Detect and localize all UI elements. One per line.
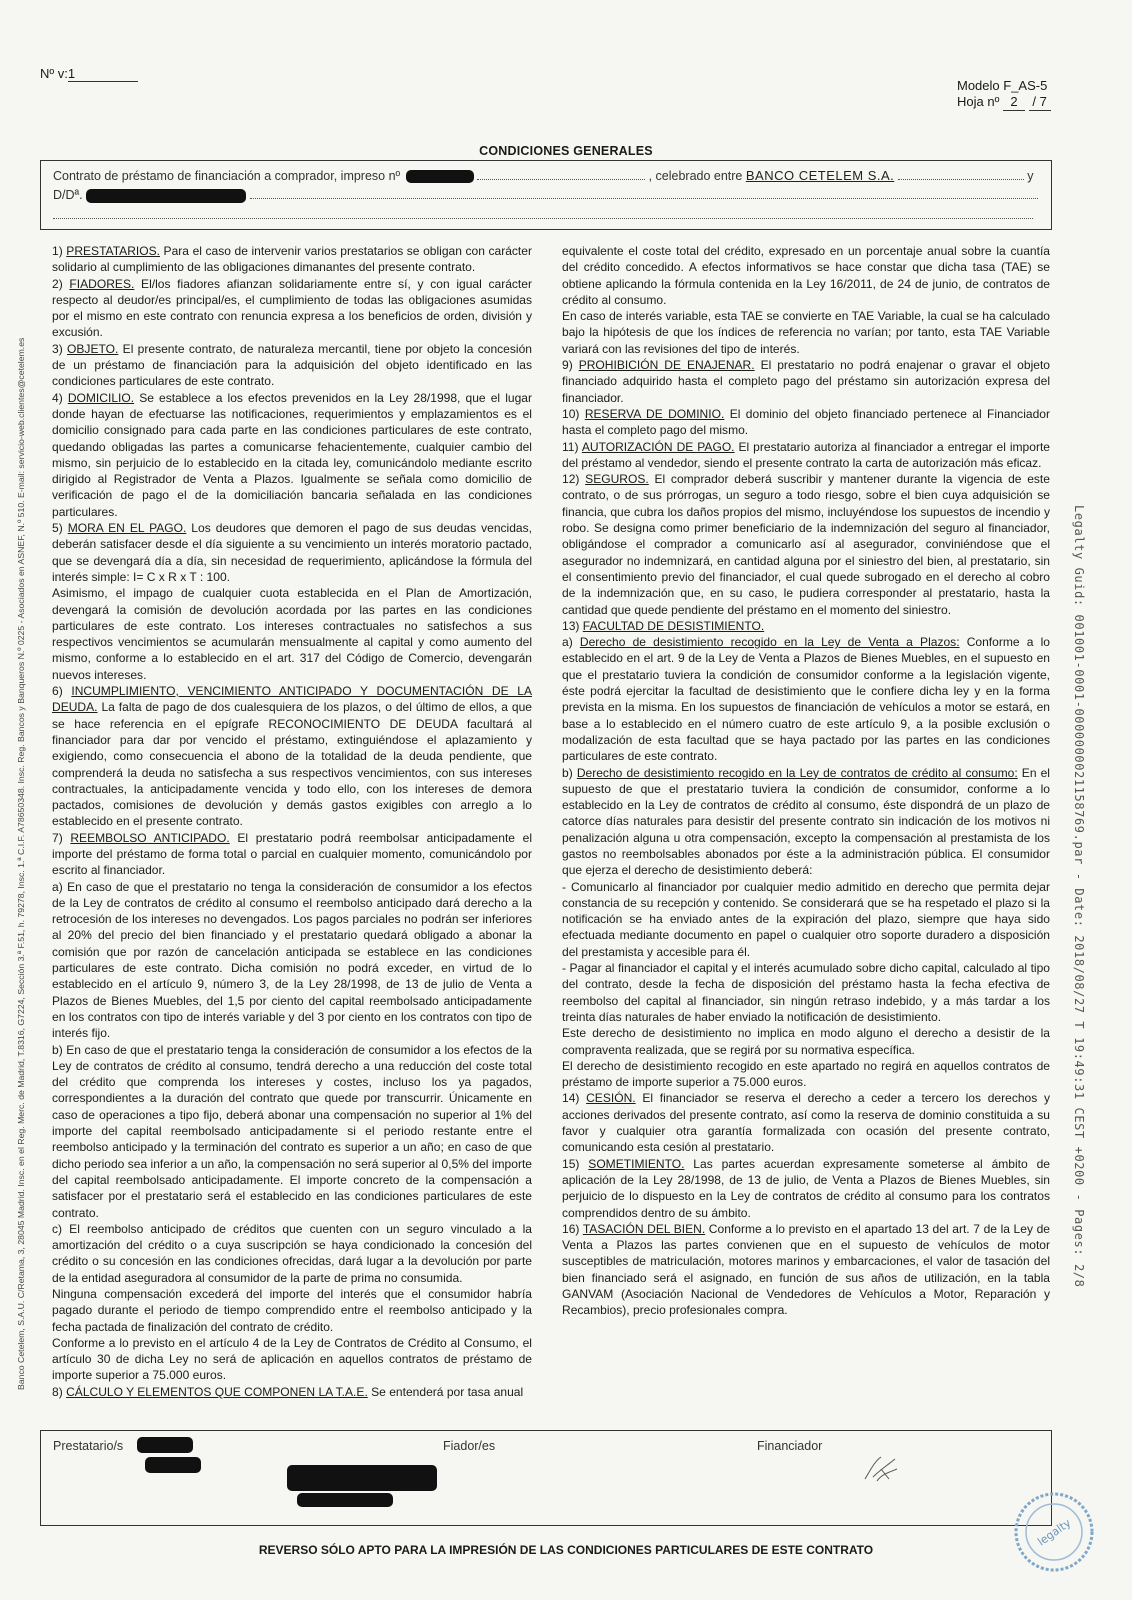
redaction-block <box>287 1465 437 1491</box>
version-value: 1 <box>68 66 138 82</box>
clause-title: AUTORIZACIÓN DE PAGO. <box>581 439 735 454</box>
clause-text: Las partes acuerdan expresamente someterse al ámbito de aplicación de la Ley 28/1998, de 13 de julio, de Venta a Plazos de Bienes Muebles, sin perjuicio de lo dispuesto en la Ley de contratos de crédito al consumo para los contratos comprendidos dentro de su ámbito. <box>562 1156 1050 1220</box>
clause-number: 14) <box>562 1091 580 1106</box>
clause-text: El dominio del objeto financiado pertenece al Financiador hasta el completo pago del mismo. <box>562 406 1050 438</box>
clause-text: El presente contrato, de naturaleza mercantil, tiene por objeto la concesión de un préstamo de financiación para la adquisición del objeto identificado en las condiciones particulares de este contrato. <box>52 341 532 389</box>
clause-title: SOMETIMIENTO. <box>588 1156 685 1171</box>
clause-number: 3) <box>52 341 63 356</box>
clause-title: FIADORES. <box>69 276 135 291</box>
clause-paragraph <box>562 406 1050 439</box>
contract-mid: , celebrado entre <box>648 169 743 183</box>
clause-text: Se establece a los efectos prevenidos en la Ley 28/1998, que el lugar donde hayan de efectuarse las notificaciones, requerimientos y emplazamientos es el domicilio consignado para cada parte en las condiciones particulares de este contrato, quedando obligadas las partes a comunicarse fehacientemente, cualquier cambio del mismo, sin perjuicio de lo establecido en la citada ley, comunicándolo mediante escrito dirigido al Registrador de Venta a Plazos. Igualmente se señala como domicilio de verificación de pago el de la domiciliación bancaria señalada en las condiciones particulares. <box>52 390 532 519</box>
clause-text: En el supuesto de que el prestatario tuviera la condición de consumidor, conforme a lo establecido en la Ley de contratos de crédito al consumo, éste dispondrá de un plazo de catorce días naturales para desistir del presente contrato sin indicación de los motivos ni penalización alguna u otra compensación, excepto la compensación al prestamista de los gastos no reembolsables abonados por éste a la administración pública. El consumidor que ejerza el derecho de desistimiento deberá: <box>562 765 1050 878</box>
redaction-block <box>297 1493 393 1507</box>
contract-party-prefix: D/Dª. <box>53 188 83 202</box>
clauses-right-column <box>562 243 1050 1415</box>
guarantor-label: Fiador/es <box>443 1439 496 1453</box>
clause-title: MORA EN EL PAGO. <box>67 521 187 536</box>
clause-paragraph <box>52 1384 532 1400</box>
sheet-total: / 7 <box>1029 94 1051 111</box>
clause-text: En caso de interés variable, esta TAE se convierte en TAE Variable, la cual se ha calculado bajo la hipótesis de que los índices de referencia no varían; por tanto, esta TAE Variable variará con las revisiones del tipo de interés. <box>562 309 1050 356</box>
clause-paragraph <box>562 471 1050 618</box>
clause-text: Este derecho de desistimiento no implica en modo alguno el derecho a desistir de la compraventa realizada, que se regirá por su normativa específica. <box>562 1026 1050 1057</box>
clause-paragraph <box>52 341 532 390</box>
clause-text: El prestatario podrá reembolsar anticipadamente el importe del préstamo de forma total o parcial en cualquier momento, comunicándolo por escrito al financiador. <box>52 830 532 878</box>
clause-paragraph <box>562 879 1050 960</box>
borrower-label: Prestatario/s <box>53 1439 124 1453</box>
clause-paragraph <box>52 1221 532 1286</box>
clause-text: Conforme a lo establecido en el art. 9 de la Ley de Venta a Plazos de Bienes Muebles, en el supuesto en que el prestatario tuviera la condición de consumidor conforme a la legislación vigente, éste podrá ejercitar la facultad de desistimiento que le confiere dicha ley y en la forma prevista en la misma. En los supuestos de financiación de vehículos a motor se estará, en base a lo establecido en el número cuatro de este artículo 9, a la posible exclusión o modalización de esta facultad que se haya pactado por las partes en las condiciones particulares de este contrato. <box>562 635 1050 764</box>
clause-number: b) <box>562 765 573 780</box>
signature-scribble-icon <box>861 1451 901 1485</box>
clause-paragraph <box>52 243 532 276</box>
clause-text: La falta de pago de dos cualesquiera de los plazos, o del último de ellos, a que se hace referencia en el epígrafe RECONOCIMIENTO DE DEUDA facultará al financiador para dar por vencido el préstamo, extinguiéndose el aplazamiento y exigiendo, como consecuencia el abono de la totalidad de la deuda pendiente, que comprenderá la deuda no satisfecha a sus respectivos vencimientos, con sus intereses contractuales, la anticipadamente vencida y todo ello, con los intereses de demora pactados, comisiones de devolución y demás gastos exigibles con arreglo a lo establecido en el presente contrato. <box>52 700 532 829</box>
contract-line-1 <box>53 168 1039 184</box>
clause-text: El prestatario autoriza al financiador a entregar el importe del préstamo al vendedor, siendo el presente contrato la carta de autorización más eficaz. <box>562 439 1050 470</box>
clause-title: INCUMPLIMIENTO, VENCIMIENTO ANTICIPADO Y DOCUMENTACIÓN DE LA DEUDA. <box>52 684 532 715</box>
clauses-left-column <box>52 243 532 1415</box>
dotted-fill <box>53 207 1033 219</box>
clause-title: SEGUROS. <box>585 472 649 487</box>
dotted-fill <box>477 168 645 180</box>
clause-title: OBJETO. <box>67 341 119 356</box>
legalty-stamp-text: Legalty Guid: 001001-0001-0000000021158769.par - Date: 2018/08/27 T 19:49:31 CEST +0200 - Pages: 2/8 <box>1072 505 1086 1288</box>
clause-text: El financiador se reserva el derecho a ceder a tercero los derechos y acciones derivados del presente contrato, así como la reserva de dominio constituida a su favor y cualquier otra garantía formalizada con ocasión del presente contrato, comunicando esta cesión al prestatario. <box>562 1091 1050 1155</box>
model-label: Modelo F_AS-5 <box>957 78 1048 93</box>
clause-number: 10) <box>562 406 580 421</box>
clause-paragraph <box>52 276 532 341</box>
clause-number: 16) <box>562 1221 580 1236</box>
clause-paragraph <box>562 634 1050 764</box>
clause-paragraph <box>562 1058 1050 1091</box>
clause-title: DOMICILIO. <box>67 390 135 405</box>
clause-number: 9) <box>562 358 573 373</box>
clause-text: Conforme a lo previsto en el apartado 13 del art. 7 de la Ley de Venta a Plazos las partes convienen que en el supuesto de vehículos de motor susceptibles de matriculación, motores marinos y embarcaciones, el valor de tasación del bien financiado será el asignado, en función de sus años de utilización, en la tabla GANVAM (Asociación Nacional de Vendedores de Vehículos a Motor, Reparación y Recambios), precio profesionales compra. <box>562 1221 1050 1318</box>
clause-text: Asimismo, el impago de cualquier cuota establecida en el Plan de Amortización, devengará la comisión de devolución acordada por las partes en las condiciones particulares de este contrato. Los intereses contractuales no satisfechos a sus respectivos vencimientos se acumularán mensualmente al capital y como aumento del mismo, conforme a lo establecido en el art. 317 del Código de Comercio, devengarán nuevos intereses. <box>52 586 532 682</box>
clause-paragraph <box>562 765 1050 879</box>
clause-text: a) En caso de que el prestatario no tenga la consideración de consumidor a los efectos de la Ley de contratos de crédito al consumo el reembolso anticipado dará derecho a la retrocesión de los intereses no devengados. Los pagos parciales no podrán ser inferiores al 20% del precio del bien financiado y el prestatario quedará obligado a abonar la comisión que por razón de cancelación anticipada se establece en las condiciones particulares de este contrato. Dicha comisión no podrá exceder, en virtud de lo establecido en el artículo 9, número 3, de la Ley 28/1998, de 13 de julio de Venta a Plazos de Bienes Muebles, del 1,5 por ciento del capital reembolsado anticipadamente en los contratos con tipo de interés variable y del 3 por ciento en los contratos con tipo de interés fijo. <box>52 879 532 1041</box>
clause-title: Derecho de desistimiento recogido en la Ley de Venta a Plazos: <box>579 635 960 650</box>
clause-paragraph <box>52 1042 532 1221</box>
clause-text: El derecho de desistimiento recogido en este apartado no regirá en aquellos contratos de préstamo de importe superior a 75.000 euros. <box>562 1058 1050 1090</box>
clause-number: 13) <box>562 618 580 633</box>
redaction-block <box>137 1437 193 1453</box>
clause-text: Los deudores que demoren el pago de sus deudas vencidas, deberán satisfacer desde el día siguiente a su vencimiento un interés moratorio pactado, que se devengará día a día, sin necesidad de requerimiento, aplicándose la fórmula del interés simple: I= C x R x T : 100. <box>52 521 532 584</box>
clause-text: equivalente el coste total del crédito, expresado en un porcentaje anual sobre la cuantía del crédito concedido. A efectos informativos se hace constar que dicha tasa (TAE) se obtiene aplicando la fórmula contenida en la Ley 16/2011, de 24 de junio, de contratos de crédito al consumo. <box>562 244 1050 307</box>
clause-paragraph <box>562 308 1050 357</box>
clause-number: a) <box>562 635 573 650</box>
seal-label: legalty <box>1035 1516 1074 1549</box>
clause-title: TASACIÓN DEL BIEN. <box>582 1221 706 1236</box>
clause-title: FACULTAD DE DESISTIMIENTO. <box>582 618 765 633</box>
clause-paragraph <box>52 520 532 585</box>
clause-text: Ninguna compensación excederá del importe del interés que el consumidor habría pagado durante el periodo de tiempo comprendido entre el reembolso anticipado y la fecha pactada de finalización del contrato de crédito. <box>52 1287 532 1334</box>
clause-paragraph <box>562 1221 1050 1319</box>
redaction-block <box>145 1457 201 1473</box>
clause-paragraph <box>52 585 532 683</box>
footer-note: REVERSO SÓLO APTO PARA LA IMPRESIÓN DE LAS CONDICIONES PARTICULARES DE ESTE CONTRATO <box>258 1543 874 1557</box>
clause-title: PROHIBICIÓN DE ENAJENAR. <box>578 358 755 373</box>
clause-number: 7) <box>52 830 63 845</box>
clause-text: c) El reembolso anticipado de créditos que cuenten con un seguro vinculado a la amortización del crédito o a cuya suscripción se haya condicionado la concesión del crédito o su concesión en las condiciones ofrecidas, dará lugar a la devolución por parte de la entidad aseguradora al consumidor de la parte de prima no consumida. <box>52 1221 532 1285</box>
side-legal-text: Banco Cetelem, S.A.U. C/Retama, 3, 28045 Madrid. Insc. en el Reg. Merc. de Madrid, T.8316, G7224, Sección 3.ª F.51, h. 79278, Insc. 1.ª C.I.F. A78650348. Insc. Reg. Bancos y Banqueros N.º 0225 - Asociados en ASNEF, N.º 510. E-mail: servicio-web.clientes@cetelem.es <box>16 337 26 1390</box>
clause-paragraph <box>562 439 1050 472</box>
clause-text: - Pagar al financiador el capital y el interés acumulado sobre dicho capital, calculado al tipo del contrato, desde la fecha de disposición del préstamo hasta la fecha efectiva de reembolso del capital al financiador, sin ningún retraso indebido, y a más tardar a los treinta días naturales de haber enviado la notificación de desistimiento. <box>562 961 1050 1024</box>
clause-text: El/los fiadores afianzan solidariamente entre sí, y con igual carácter respecto al deudor/es principal/es, el cumplimiento de todas las obligaciones asumidas por el mismo en este contrato con renuncia expresa a los beneficios de orden, división y excusión. <box>52 276 532 340</box>
clause-number: 2) <box>52 276 63 291</box>
clause-paragraph <box>52 1286 532 1335</box>
clause-title: REEMBOLSO ANTICIPADO. <box>70 830 230 845</box>
page-title: CONDICIONES GENERALES <box>479 144 653 158</box>
clause-title: PRESTATARIOS. <box>66 244 160 258</box>
bank-name: BANCO CETELEM S.A. <box>745 168 895 183</box>
clause-text: Para el caso de intervenir varios prestatarios se obligan con carácter solidario al cumplimiento de las obligaciones dimanantes del presente contrato. <box>52 244 532 275</box>
clause-number: 11) <box>562 439 579 454</box>
clause-number: 15) <box>562 1156 580 1171</box>
clause-paragraph <box>562 1156 1050 1221</box>
sheet-number <box>957 94 1051 111</box>
clause-paragraph <box>52 1335 532 1384</box>
clause-title: CESIÓN. <box>586 1091 636 1106</box>
clause-paragraph <box>52 683 532 830</box>
model-info <box>957 78 1051 111</box>
sheet-current: 2 <box>1003 94 1025 111</box>
clause-title: RESERVA DE DOMINIO. <box>584 406 725 421</box>
clause-paragraph <box>52 879 532 1042</box>
clause-paragraph <box>562 618 1050 634</box>
clause-paragraph <box>52 830 532 879</box>
sheet-label: Hoja nº <box>957 94 1000 109</box>
contract-box <box>40 160 1052 230</box>
clause-number: 6) <box>52 684 63 699</box>
clause-paragraph <box>562 357 1050 406</box>
clause-number: 4) <box>52 390 63 405</box>
clause-paragraph <box>52 390 532 520</box>
financier-label: Financiador <box>757 1439 823 1453</box>
version-number <box>40 66 138 82</box>
clause-text: El comprador deberá suscribir y mantener durante la vigencia de este contrato, o de sus prórrogas, un seguro a todo riesgo, sobre el bien cuya adquisición se financia, que cubra los daños propios del mismo, incluyéndose los supuestos de incendio y robo. Se designa como primer beneficiario de la indemnización del seguro al financiador, obligándose el comprador a comunicarlo así al asegurador, conviniéndose que el asegurador no indemnizará, en cantidad alguna por el siniestro del bien, al prestatario, sin el consentimiento previo del financiador, el cual quede subrogado en el derecho al cobro de la indemnización que, en su caso, le pudiera corresponder al prestatario, hasta la cantidad que quede pendiente del préstamo en el momento del siniestro. <box>562 472 1050 617</box>
clause-number: 5) <box>52 521 63 536</box>
clause-number: 1) <box>52 244 63 258</box>
clause-number: 8) <box>52 1384 63 1399</box>
contract-end: y <box>1027 169 1034 183</box>
clause-number: 12) <box>562 472 580 487</box>
clause-text: b) En caso de que el prestatario tenga la consideración de consumidor a los efectos de la Ley de contratos de crédito al consumo, tendrá derecho a una reducción del coste total del crédito que comprenda los intereses y costes, incluso los ya pagados, correspondientes a la duración del contrato que quede por transcurrir. Únicamente en caso de operaciones a tipo fijo, deberá abonar una compensación no superior al 1% del importe del capital reembolsado anticipadamente si el periodo restante entre el reembolso anticipado y la terminación del contrato es superior a un año; en caso de que dicho periodo sea inferior a un año, la compensación no será superior al 0,5% del importe del capital reembolsado anticipadamente. El importe concreto de la compensación a satisfacer por el prestatario será el establecido en las condiciones particulares de este contrato. <box>52 1042 532 1220</box>
contract-line-3 <box>53 207 1039 223</box>
clause-paragraph <box>562 1090 1050 1155</box>
clause-text: Conforme a lo previsto en el artículo 4 de la Ley de Contratos de Crédito al Consumo, el artículo 30 de dicha Ley no será de aplicación en aquellos contratos de préstamo de importe superior a 75.000 euros. <box>52 1335 532 1383</box>
dotted-fill <box>898 168 1024 180</box>
clause-text: Se entenderá por tasa anual <box>367 1384 524 1399</box>
dotted-fill <box>250 187 1039 199</box>
clause-paragraph <box>562 1025 1050 1058</box>
clause-paragraph <box>562 960 1050 1025</box>
clause-text: - Comunicarlo al financiador por cualquier medio admitido en derecho que permita dejar constancia de su recepción y contenido. Se considerará que se ha respetado el plazo si la notificación se ha enviado antes de la expiración del plazo, siempre que haya sido efectuada mediante documento en papel o cualquier otro soporte duradero a disposición del prestamista y accesible para él. <box>562 879 1050 959</box>
redaction-block <box>86 189 246 203</box>
legalty-seal-icon <box>1012 1490 1096 1574</box>
clause-text: El prestatario no podrá enajenar o gravar el objeto financiado adquirido hasta el completo pago del préstamo sin autorización expresa del financiador. <box>562 358 1050 405</box>
clause-title: CÁLCULO Y ELEMENTOS QUE COMPONEN LA T.A.E. <box>66 1384 368 1399</box>
signature-box <box>40 1430 1052 1526</box>
version-label: Nº v: <box>40 66 68 81</box>
clause-title: Derecho de desistimiento recogido en la Ley de contratos de crédito al consumo: <box>576 765 1018 780</box>
redaction-block <box>406 170 474 183</box>
contract-prefix: Contrato de préstamo de financiación a comprador, impreso nº <box>53 169 401 183</box>
contract-line-2 <box>53 187 1039 203</box>
clause-paragraph <box>562 243 1050 308</box>
